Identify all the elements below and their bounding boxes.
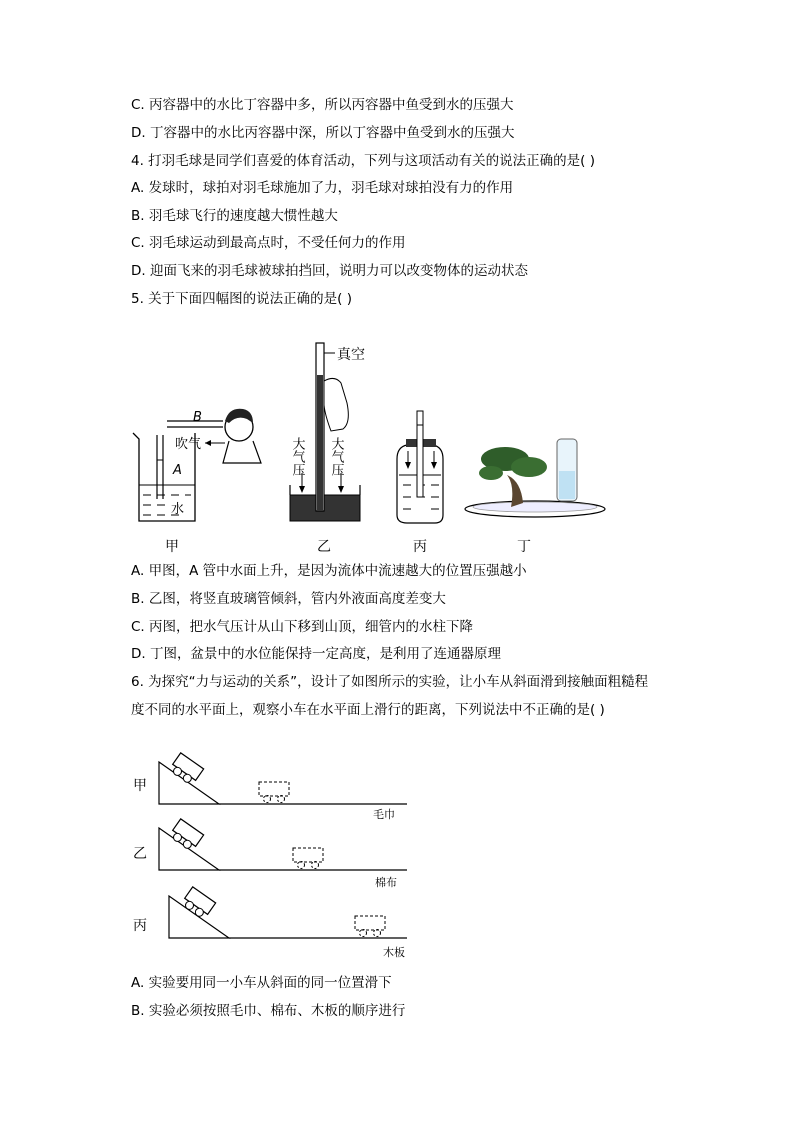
figure-ding <box>465 439 605 555</box>
label-b: B <box>193 410 202 425</box>
q4-option-c: C. 羽毛球运动到最高点时，不受任何力的作用 <box>131 235 406 251</box>
q6-option-a: A. 实验要用同一小车从斜面的同一位置滑下 <box>131 975 392 991</box>
label-a: A <box>173 463 182 478</box>
label-bing: 丙 <box>413 539 427 555</box>
figure-row-yi <box>133 819 407 889</box>
q6-stem-line2: 度不同的水平面上，观察小车在水平面上滑行的距离，下列说法中不正确的是( ) <box>131 702 605 718</box>
label-atm-right: 大气压 <box>328 437 344 476</box>
figure-jia <box>133 409 261 555</box>
label-ding: 丁 <box>517 539 531 555</box>
surface-towel: 毛巾 <box>373 808 395 821</box>
label-blow: 吹气 <box>175 437 202 452</box>
q4-option-b: B. 羽毛球飞行的速度越大惯性越大 <box>131 208 338 224</box>
label-vacuum: 真空 <box>337 347 365 363</box>
figure-bing <box>397 411 443 555</box>
q6-figure <box>125 750 425 965</box>
label-water: 水 <box>171 502 185 517</box>
label-jia: 甲 <box>165 539 179 555</box>
q3-option-d: D. 丁容器中的水比丙容器中深，所以丁容器中鱼受到水的压强大 <box>131 125 515 141</box>
row-bing-label: 丙 <box>133 918 147 934</box>
surface-cotton: 棉布 <box>375 876 397 889</box>
q6-option-b: B. 实验必须按照毛巾、棉布、木板的顺序进行 <box>131 1003 406 1019</box>
q4-option-d: D. 迎面飞来的羽毛球被球拍挡回，说明力可以改变物体的运动状态 <box>131 263 528 279</box>
q4-option-a: A. 发球时，球拍对羽毛球施加了力，羽毛球对球拍没有力的作用 <box>131 180 514 196</box>
figure-yi <box>290 343 366 555</box>
label-atm-left: 大气压 <box>289 437 305 476</box>
q4-stem: 4. 打羽毛球是同学们喜爱的体育活动，下列与这项活动有关的说法正确的是( ) <box>131 153 595 169</box>
q5-figure <box>125 335 615 565</box>
label-yi: 乙 <box>317 539 331 555</box>
q5-stem: 5. 关于下面四幅图的说法正确的是( ) <box>131 291 352 307</box>
row-yi-label: 乙 <box>133 846 147 862</box>
q5-option-b: B. 乙图，将竖直玻璃管倾斜，管内外液面高度差变大 <box>131 591 446 607</box>
row-jia-label: 甲 <box>133 778 147 794</box>
surface-wood: 木板 <box>383 946 405 959</box>
figure-row-bing <box>133 887 407 959</box>
q5-option-c: C. 丙图，把水气压计从山下移到山顶，细管内的水柱下降 <box>131 619 474 635</box>
figure-row-jia <box>133 753 407 821</box>
q5-option-a: A. 甲图，A 管中水面上升，是因为流体中流速越大的位置压强越小 <box>131 563 527 579</box>
q6-stem-line1: 6. 为探究“力与运动的关系”，设计了如图所示的实验，让小车从斜面滑到接触面粗糙程 <box>131 674 649 690</box>
q3-option-c: C. 丙容器中的水比丁容器中多，所以丙容器中鱼受到水的压强大 <box>131 97 514 113</box>
q5-option-d: D. 丁图，盆景中的水位能保持一定高度，是利用了连通器原理 <box>131 646 501 662</box>
